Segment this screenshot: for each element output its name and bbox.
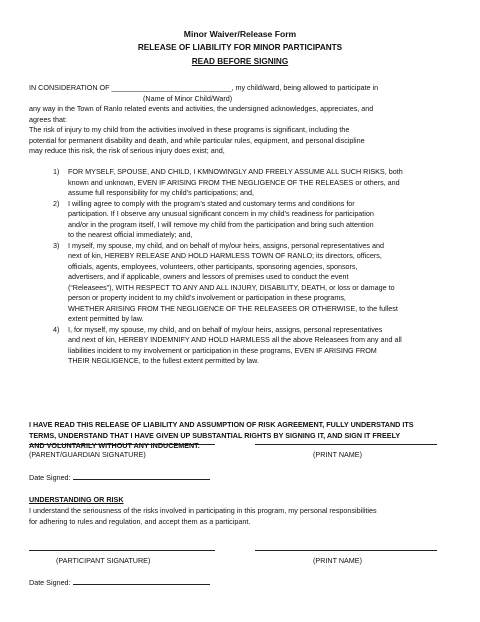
- parent-signature-line[interactable]: [29, 444, 215, 445]
- consideration-prefix: IN CONSIDERATION OF: [29, 83, 110, 92]
- parent-date-signed: [29, 472, 210, 484]
- text-line: advertisers, and if applicable, owners and lessors of premises used to conduct the event: [68, 272, 349, 281]
- text-line: may reduce this risk, the risk of serious injury does exist; and,: [29, 146, 225, 155]
- parent-print-name-line[interactable]: [255, 444, 437, 445]
- text-line: (“Releasees”), WITH RESPECT TO ANY AND ALL INJURY, DISABILITY, DEATH, or loss or damage to: [68, 282, 395, 292]
- intro-paragraph: [29, 104, 453, 157]
- text-line: FOR MYSELF, SPOUSE, AND CHILD, I KMNOWINGLY AND FREELY ASSUME ALL SUCH RISKS, both: [68, 167, 403, 176]
- text-line: extent permitted by law.: [68, 314, 144, 323]
- date-signed-field[interactable]: [73, 577, 210, 585]
- text-line: I understand the seriousness of the risks involved in participating in this program, my personal responsibilities: [29, 506, 377, 515]
- text-line: for adhering to rules and regulation, and accept them as a participant.: [29, 516, 251, 526]
- parent-signature-label: (PARENT/GUARDIAN SIGNATURE): [29, 450, 146, 459]
- date-signed-field[interactable]: [73, 472, 210, 480]
- text-line: I willing agree to comply with the program’s stated and customary terms and conditions for: [68, 198, 355, 208]
- form-subtitle: RELEASE OF LIABILITY FOR MINOR PARTICIPANTS: [137, 43, 343, 52]
- text-line: next of kin, HEREBY RELEASE AND HOLD HARMLESS TOWN OF RANLO; its directors, officers,: [68, 251, 382, 260]
- text-line: The risk of injury to my child from the activities involved in these programs is significant, including the: [29, 125, 350, 134]
- text-line: person or property incident to my child’s involvement or participation in these programs,: [68, 293, 346, 302]
- form-title: Minor Waiver/Release Form: [183, 29, 297, 39]
- minor-name-field[interactable]: ______________________________,: [111, 83, 234, 92]
- text-line: TERMS, UNDERSTAND THAT I HAVE GIVEN UP SUBSTANTIAL RIGHTS BY SIGNING IT, AND SIGN IT FREELY: [29, 430, 401, 440]
- text-line: to the nearest official immediately; and,: [68, 230, 193, 239]
- understanding-title: UNDERSTANDING OR RISK: [29, 495, 124, 504]
- text-line: liabilities incident to my involvement or participation in these programs, EVEN IF ARISING FROM: [68, 345, 377, 355]
- clause-3: [29, 241, 453, 325]
- text-line: potential for permanent disability and death, and while particular rules, equipment, and personal discipline: [29, 135, 365, 145]
- consideration-suffix: my child/ward, being allowed to participate in: [235, 83, 379, 92]
- parent-print-name-label: (PRINT NAME): [313, 450, 362, 459]
- text-line: WHETHER ARISING FROM THE NEGLIGENCE OF THE RELEASEES OR OTHERWISE, to the fullest: [68, 303, 398, 313]
- consideration-line: [29, 83, 453, 94]
- clause-number: 4): [53, 324, 60, 334]
- text-line: I myself, my spouse, my child, and on behalf of my/our heirs, assigns, personal representatives and: [68, 240, 385, 250]
- text-line: officials, agents, employees, volunteers, other participants, sponsoring agencies, sponsors,: [68, 261, 358, 271]
- understanding-paragraph: [29, 506, 453, 527]
- text-line: assume full responsibility for my child’s participations; and,: [68, 188, 255, 197]
- clause-number: 3): [53, 240, 60, 250]
- text-line: and next of kin, HEREBY INDEMNIFY AND HOLD HARMLESS all the above Releasees from any and all: [68, 335, 402, 344]
- clause-1: [29, 167, 453, 199]
- read-before-signing: READ BEFORE SIGNING: [191, 57, 289, 66]
- text-line: any way in the Town of Ranlo related events and activities, the undersigned acknowledges, appreciates, and: [29, 104, 374, 113]
- participant-print-name-label: (PRINT NAME): [313, 556, 362, 565]
- text-line: and/or in the program itself, I will remove my child from the participation and bring such attention: [68, 219, 374, 229]
- text-line: agrees that:: [29, 114, 67, 124]
- text-line: participation. If I observe any unusual significant concern in my child’s readiness for participation: [68, 209, 374, 218]
- clause-list: [29, 167, 453, 367]
- participant-signature-label: (PARTICIPANT SIGNATURE): [56, 556, 151, 565]
- minor-name-label: (Name of Minor Child/Ward): [143, 94, 233, 103]
- acknowledgment-paragraph: [29, 420, 453, 452]
- clause-number: 1): [53, 167, 60, 176]
- text-line: THEIR NEGLIGENCE, to the fullest extent permitted by law.: [68, 356, 259, 365]
- text-line: known and unknown, EVEN IF ARISING FROM THE NEGLIGENCE OF THE RELEASES or others, and: [68, 177, 400, 187]
- text-line: AND VOLUNTARILY WITHOUT ANY INDUCEMENT.: [29, 441, 200, 450]
- clause-2: [29, 199, 453, 241]
- clause-number: 2): [53, 198, 60, 208]
- text-line: I, for myself, my spouse, my child, and on behalf of my/our heirs, assigns, personal representatives: [68, 324, 383, 334]
- participant-signature-line[interactable]: [29, 550, 215, 551]
- text-line: I HAVE READ THIS RELEASE OF LIABILITY AND ASSUMPTION OF RISK AGREEMENT, FULLY UNDERSTAND ITS: [29, 420, 414, 429]
- date-signed-label: Date Signed:: [29, 473, 71, 482]
- participant-print-name-line[interactable]: [255, 550, 437, 551]
- participant-date-signed: [29, 577, 210, 589]
- date-signed-label: Date Signed:: [29, 578, 71, 587]
- clause-4: [29, 325, 453, 367]
